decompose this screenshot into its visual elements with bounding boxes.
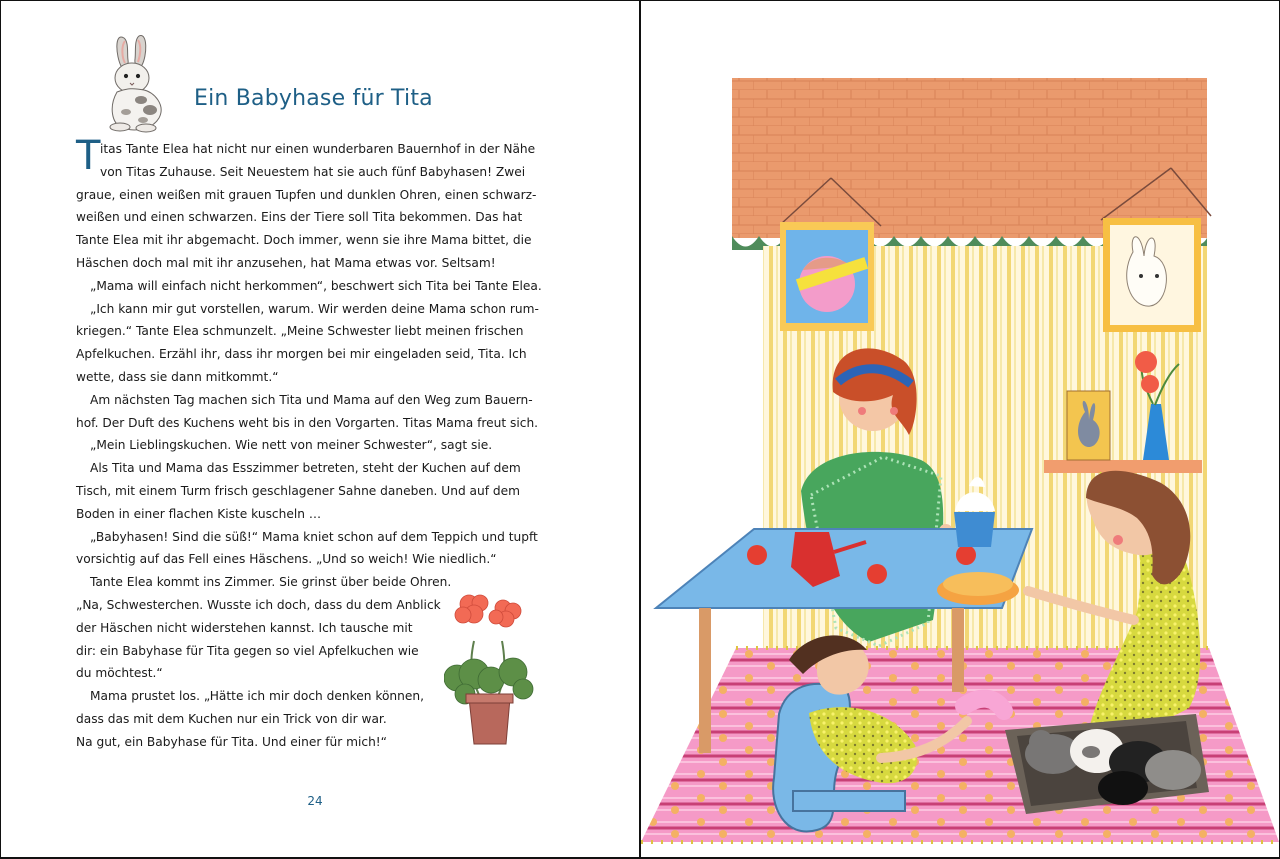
- text-line: weißen und einen schwarzen. Eins der Tiere soll Tita bekommen. Das hat: [76, 210, 523, 225]
- text-line: Tante Elea kommt ins Zimmer. Sie grinst über beide Ohren.: [90, 575, 452, 590]
- kitchen-scene-illustration: [641, 0, 1279, 859]
- text-line: vorsichtig auf das Fell eines Häschens. „Und so weich! Wie niedlich.“: [76, 552, 497, 567]
- text-line: dass das mit dem Kuchen nur ein Trick von dir war.: [76, 711, 387, 726]
- text-line: hof. Der Duft des Kuchens weht bis in den Vorgarten. Titas Mama freut sich.: [76, 415, 539, 430]
- text-line: „Ich kann mir gut vorstellen, warum. Wir werden deine Mama schon rum-: [90, 301, 539, 316]
- text-line: „Babyhasen! Sind die süß!“ Mama kniet schon auf dem Teppich und tupft: [90, 529, 538, 544]
- text-line: Am nächsten Tag machen sich Tita und Mama auf den Weg zum Bauern-: [90, 392, 533, 407]
- text-line: Apfelkuchen. Erzähl ihr, dass ihr morgen bei mir eingeladen seid, Tita. Ich: [76, 347, 527, 362]
- left-page: [0, 0, 639, 859]
- text-line: dir: ein Babyhase für Tita gegen so viel Apfelkuchen wie: [76, 643, 419, 658]
- page-title: Ein Babyhase für Tita: [194, 86, 433, 111]
- text-line: Tante Elea mit ihr abgemacht. Doch immer, wenn sie ihre Mama bittet, die: [76, 233, 532, 248]
- text-line: Als Tita und Mama das Esszimmer betreten, steht der Kuchen auf dem: [90, 461, 521, 476]
- text-line: kriegen.“ Tante Elea schmunzelt. „Meine Schwester liebt meinen frischen: [76, 324, 524, 339]
- text-line: von Titas Zuhause. Seit Neuestem hat sie auch fünf Babyhasen! Zwei: [100, 164, 526, 179]
- text-line: „Mein Lieblingskuchen. Wie nett von meiner Schwester“, sagt sie.: [90, 438, 493, 453]
- text-line: graue, einen weißen mit grauen Tupfen und dunklen Ohren, einen schwarz-: [76, 187, 537, 202]
- bunny-illustration: [96, 28, 174, 134]
- text-line: Tisch, mit einem Turm frisch geschlagener Sahne daneben. Und auf dem: [76, 483, 521, 498]
- text-line: wette, dass sie dann mitkommt.“: [76, 369, 279, 384]
- page-number: 24: [307, 794, 323, 808]
- drop-cap: T: [76, 133, 101, 179]
- text-line: „Mama will einfach nicht herkommen“, beschwert sich Tita bei Tante Elea.: [90, 278, 542, 293]
- right-page: [641, 0, 1279, 859]
- text-line: itas Tante Elea hat nicht nur einen wunderbaren Bauernhof in der Nähe: [100, 142, 536, 156]
- text-line: „Na, Schwesterchen. Wusste ich doch, dass du dem Anblick: [76, 597, 441, 612]
- geranium-illustration: [444, 586, 534, 746]
- text-line: du möchtest.“: [76, 666, 163, 681]
- text-line: Häschen doch mal mit ihr anzusehen, hat Mama etwas vor. Seltsam!: [76, 255, 496, 270]
- text-line: Boden in einer flachen Kiste kuscheln …: [76, 506, 322, 521]
- text-line: der Häschen nicht widerstehen kannst. Ich tausche mit: [76, 620, 413, 635]
- text-line: Mama prustet los. „Hätte ich mir doch denken können,: [90, 689, 424, 704]
- text-line: Na gut, ein Babyhase für Tita. Und einer für mich!“: [76, 734, 388, 749]
